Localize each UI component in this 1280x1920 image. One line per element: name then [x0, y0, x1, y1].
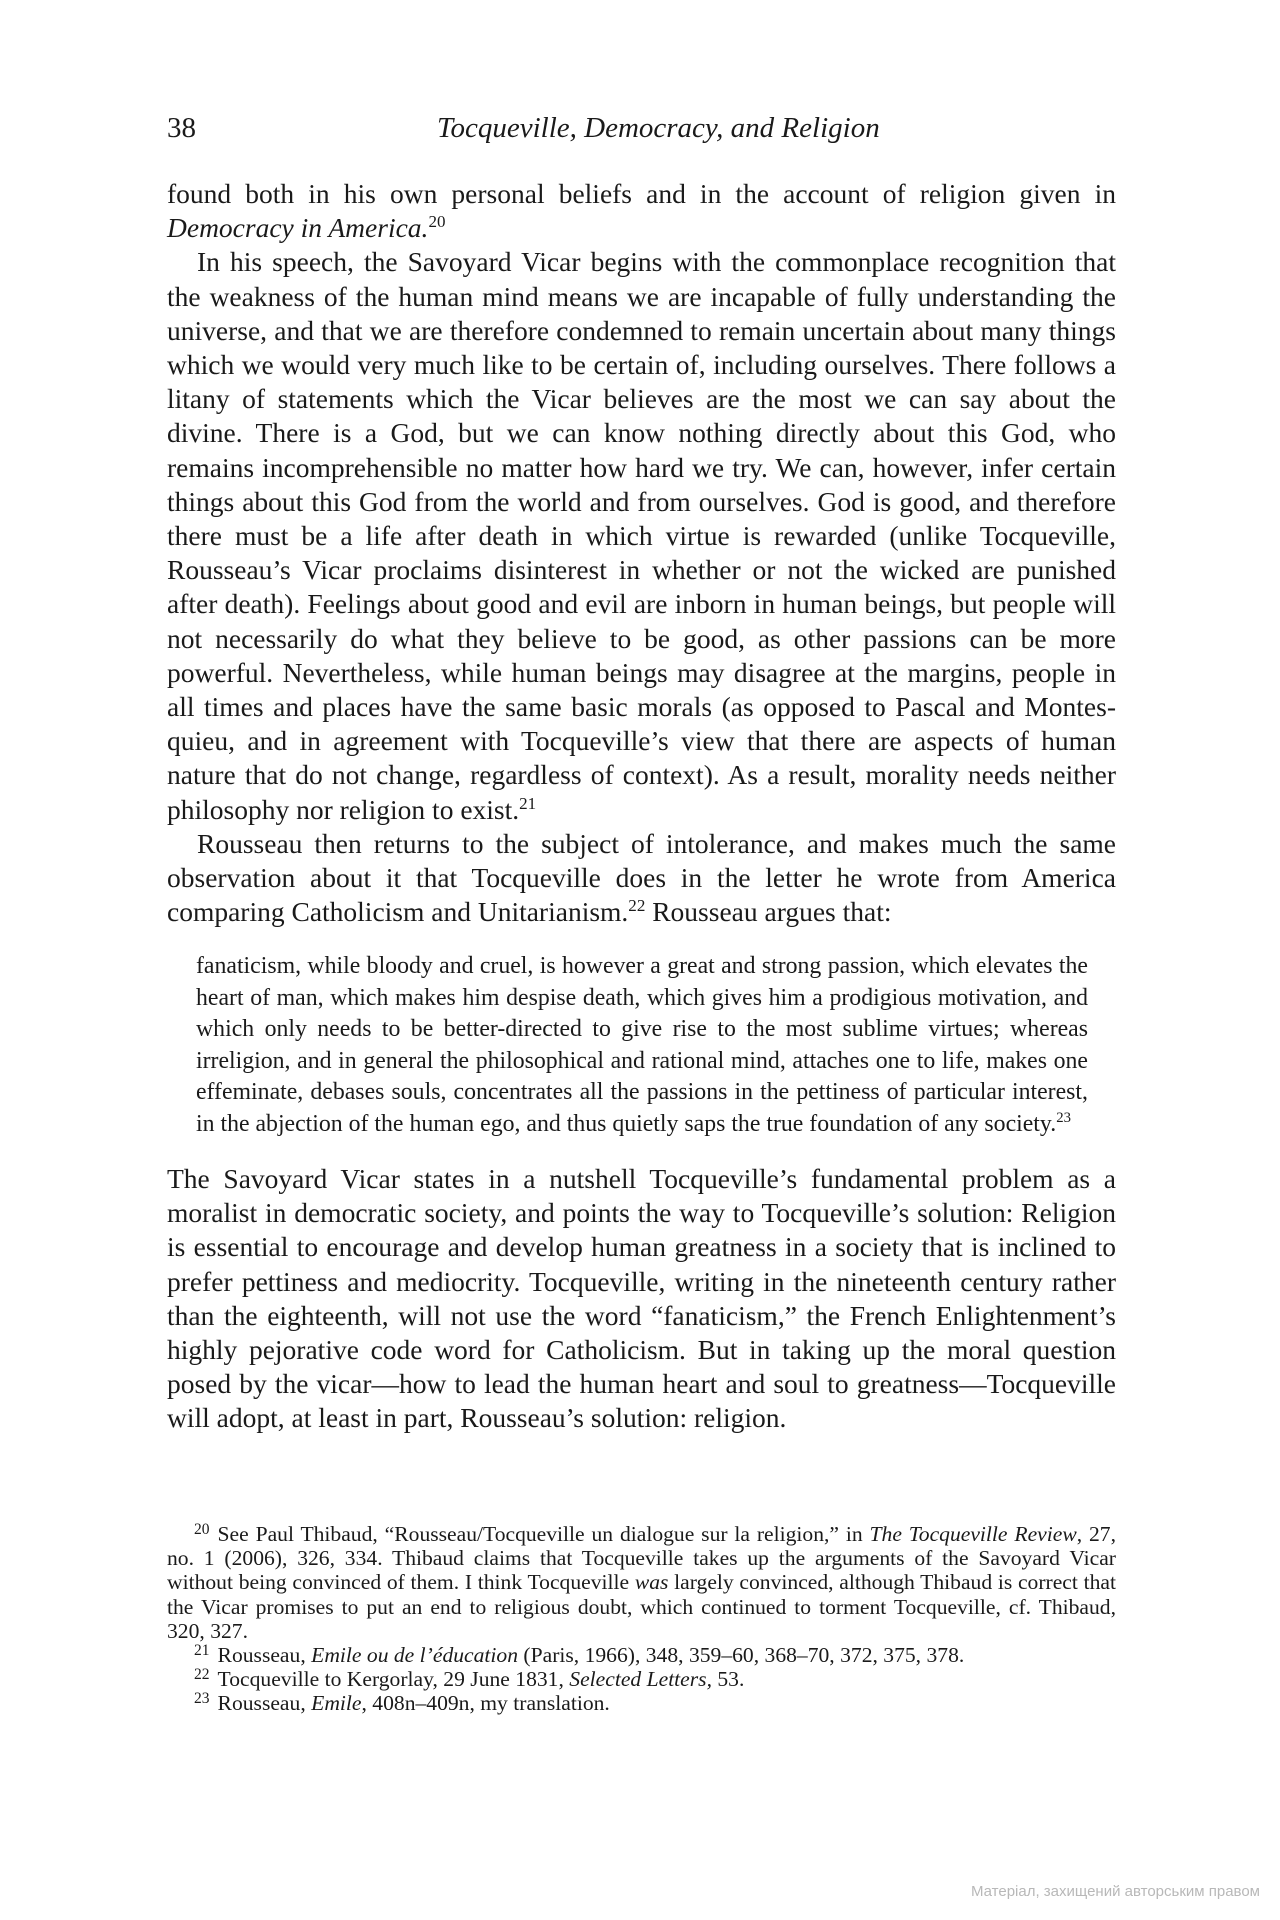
footnote-ref[interactable]: 22	[628, 896, 646, 916]
paragraph: Rousseau then returns to the subject of intolerance, and makes much the same observation about it that Tocqueville does in the letter he wrote from America comparing Catholicism and Unitarianism.$^{22}$ Rousseau argues that:	[167, 827, 1116, 928]
book-title: Democracy in America.	[167, 212, 429, 244]
footnote-ref[interactable]: 20	[428, 211, 446, 231]
footnote-ref[interactable]: 21	[519, 793, 537, 813]
block-quote: fanaticism, while bloody and cruel, is however a great and strong passion, which elevates the heart of man, which makes him despise death, which gives him a prodigious motivation, and which only needs to be better-directed to give rise to the most sublime virtues; whereas irreligion, and in general the philosophical and rational mind, attaches one to life, makes one effeminate, debases souls, concentrates all the passions in the pettiness of particular interest, in the abjection of the human ego, and thus quietly saps the true foundation of any society.$^{23}$	[196, 953, 1088, 1137]
running-title: Tocqueville, Democracy, and Religion	[437, 112, 880, 144]
footnotes	[167, 1522, 1116, 1716]
paragraph-continued: found both in his own personal beliefs and in the account of religion given in Democracy in America.$^{20}$	[167, 178, 1116, 244]
copyright-watermark: Матеріал, захищений авторським правом	[970, 1883, 1260, 1900]
main-text	[167, 177, 1116, 1436]
paragraph: In his speech, the Savoyard Vicar begins with the commonplace recognition that the weakness of the human mind means we are incapable of fully understanding the universe, and that we are therefore condemned to remain uncertain about many things which we would very much like to be certain of, including ourselves. There follows a litany of statements which the Vicar believes are the most we can say about the divine. There is a God, but we can know nothing directly about this God, who remains incomprehensible no matter how hard we try. We can, however, infer certain things about this God from the world and from ourselves. God is good, and therefore there must be a life after death in which virtue is rewarded (unlike Tocqueville, Rousseau’s Vicar proclaims disinterest in whether or not the wicked are punished after death). Feelings about good and evil are inborn in human beings, but people will not necessarily do what they believe to be good, as other passions can be more powerful. Nevertheless, while human beings may disagree at the margins, people in all times and places have the same basic morals (as opposed to Pascal and Montesquieu, and in agreement with Tocqueville’s view that there are aspects of human nature that do not change, regardless of context). As a result, morality needs neither philosophy nor religion to exist.$^{21}$	[167, 246, 1116, 825]
page-number: 38	[167, 112, 196, 144]
footnote: 23 Rousseau, Emile, 408n–409n, my translation.	[194, 1690, 610, 1716]
footnote: 21 Rousseau, Emile ou de l’éducation (Paris, 1966), 348, 359–60, 368–70, 372, 375, 378.	[194, 1642, 965, 1668]
footnote: 22 Tocqueville to Kergorlay, 29 June 1831, Selected Letters, 53.	[194, 1666, 745, 1692]
page-header	[167, 112, 1116, 152]
footnote-ref[interactable]: 23	[1056, 1109, 1071, 1126]
paragraph: The Savoyard Vicar states in a nutshell Tocqueville’s fundamental problem as a moralist in democratic society, and points the way to Tocqueville’s solution: Religion is essential to encourage and develop human greatness in a society that is inclined to prefer pettiness and mediocrity. Tocqueville, writing in the nineteenth century rather than the eighteenth, will not use the word “fanaticism,” the French Enlightenment’s highly pejorative code word for Catholicism. But in taking up the moral question posed by the vicar—how to lead the human heart and soul to greatness—Tocqueville will adopt, at least in part, Rousseau’s solution: religion.	[167, 1162, 1116, 1434]
footnote: 20 See Paul Thibaud, “Rousseau/Tocqueville un dialogue sur la religion,” in The Tocqueville Review, 27, no. 1 (2006), 326, 334. Thibaud claims that Tocqueville takes up the arguments of the Savoyard Vicar without being convinced of them. I think Tocqueville was largely convinced, although Thibaud is correct that the Vicar promises to put an end to religious doubt, which continued to torment Tocqueville, cf. Thibaud, 320, 327.	[167, 1521, 1116, 1643]
